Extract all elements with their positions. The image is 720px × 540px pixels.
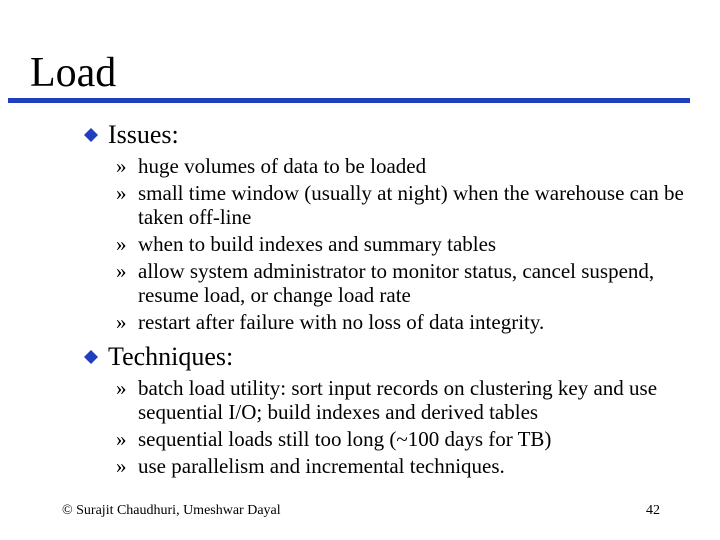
bullet-issues	[84, 120, 179, 150]
list-item: » huge volumes of data to be loaded	[116, 154, 427, 178]
sub-bullet-mark: »	[116, 259, 127, 283]
list-item: » use parallelism and incremental techniques.	[116, 454, 505, 478]
sub-bullet-mark: »	[116, 376, 127, 400]
sub-bullet-mark: »	[116, 154, 127, 178]
title-underline	[8, 98, 690, 103]
techniques-heading: Techniques:	[108, 342, 234, 371]
sub-bullet-mark: »	[116, 232, 127, 256]
footer-copyright: © Surajit Chaudhuri, Umeshwar Dayal	[62, 503, 281, 518]
sub-bullet-mark: »	[116, 427, 127, 451]
issues-list	[116, 154, 696, 334]
list-item: » batch load utility: sort input records on clustering key and use sequential I/O; build indexes and derived tables	[116, 376, 658, 424]
list-item: » restart after failure with no loss of data integrity.	[116, 310, 545, 334]
page-number: 42	[646, 503, 660, 518]
sub-bullet-mark: »	[116, 310, 127, 334]
bullet-techniques	[84, 342, 233, 372]
sub-bullet-mark: »	[116, 181, 127, 205]
issues-heading: Issues:	[108, 120, 179, 149]
diamond-bullet-icon	[84, 350, 98, 364]
list-item: » when to build indexes and summary tables	[116, 232, 497, 256]
list-item: » sequential loads still too long (~100 days for TB)	[116, 427, 552, 451]
slide-title: Load	[30, 50, 117, 96]
sub-bullet-mark: »	[116, 454, 127, 478]
diamond-bullet-icon	[84, 128, 98, 142]
list-item: » small time window (usually at night) when the warehouse can be taken off-line	[116, 181, 684, 229]
techniques-list	[116, 376, 696, 478]
list-item: » allow system administrator to monitor status, cancel suspend, resume load, or change load rate	[116, 259, 655, 307]
